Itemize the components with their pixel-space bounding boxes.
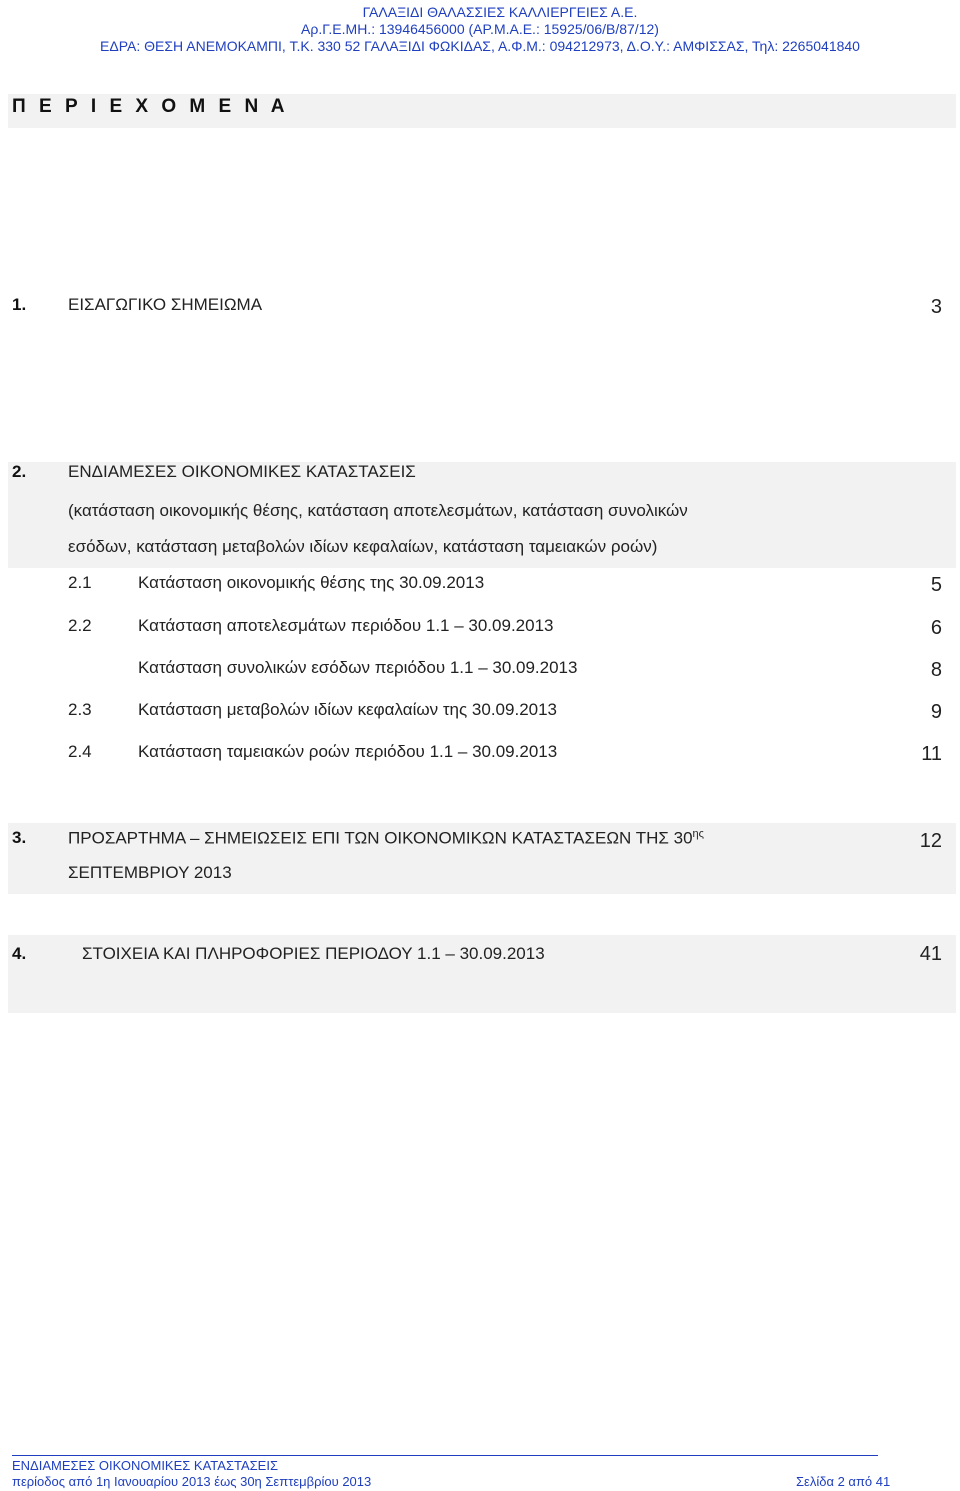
section-1-page: 3 xyxy=(930,296,942,318)
company-name: ΓΑΛΑΞΙΔΙ ΘΑΛΑΣΣΙΕΣ ΚΑΛΛΙΕΡΓΕΙΕΣ Α.Ε. xyxy=(362,4,638,20)
comprehensive-income-label: Κατάσταση συνολικών εσόδων περιόδου 1.1 – 30.09.2013 xyxy=(138,658,578,677)
registration-info: Αρ.Γ.Ε.ΜΗ.: 13946456000 (ΑΡ.Μ.Α.Ε.: 15925/06/Β/87/12) xyxy=(301,21,659,37)
section-4-number: 4. xyxy=(12,944,27,963)
item-2-4-page: 11 xyxy=(921,743,942,765)
section-1-label: ΕΙΣΑΓΩΓΙΚΟ ΣΗΜΕΙΩΜΑ xyxy=(68,295,263,314)
footer-period: περίοδος από 1η Ιανουαρίου 2013 έως 30η Σεπτεμβρίου 2013 xyxy=(12,1474,372,1489)
section-3-number: 3. xyxy=(12,828,27,847)
section-3-label-line-2: ΣΕΠΤΕΜΒΡΙΟΥ 2013 xyxy=(68,863,232,882)
section-2-description-line-1: (κατάσταση οικονομικής θέσης, κατάσταση αποτελεσμάτων, κατάσταση συνολικών xyxy=(68,501,688,520)
item-2-3-page: 9 xyxy=(930,701,942,723)
footer-title: ΕΝΔΙΑΜΕΣΕΣ ΟΙΚΟΝΟΜΙΚΕΣ ΚΑΤΑΣΤΑΣΕΙΣ xyxy=(12,1458,278,1473)
address-info: ΕΔΡΑ: ΘΕΣΗ ΑΝΕΜΟΚΑΜΠΙ, Τ.Κ. 330 52 ΓΑΛΑΞΙΔΙ ΦΩΚΙΔΑΣ, Α.Φ.Μ.: 094212973, Δ.Ο.Υ.: ΑΜΦΙΣΣΑΣ, Τηλ: 2265041840 xyxy=(100,38,860,54)
item-2-1-page: 5 xyxy=(930,574,942,596)
item-2-3-number: 2.3 xyxy=(68,700,92,719)
section-3-label-superscript: ης xyxy=(692,828,704,840)
section-3-page: 12 xyxy=(919,830,942,852)
item-2-3-label: Κατάσταση μεταβολών ιδίων κεφαλαίων της 30.09.2013 xyxy=(138,700,558,719)
item-2-4-label: Κατάσταση ταμειακών ροών περιόδου 1.1 – 30.09.2013 xyxy=(138,742,558,761)
section-1-number: 1. xyxy=(12,295,27,314)
comprehensive-income-page: 8 xyxy=(930,659,942,681)
section-4-label: ΣΤΟΙΧΕΙΑ ΚΑΙ ΠΛΗΡΟΦΟΡΙΕΣ ΠΕΡΙΟΔΟΥ 1.1 – 30.09.2013 xyxy=(82,944,545,963)
section-3-label-line-1 xyxy=(68,828,704,849)
item-2-4-number: 2.4 xyxy=(68,742,92,761)
section-4-page: 41 xyxy=(919,943,942,965)
section-3-label-text: ΠΡΟΣΑΡΤΗΜΑ – ΣΗΜΕΙΩΣΕΙΣ ΕΠΙ ΤΩΝ ΟΙΚΟΝΟΜΙΚΩΝ ΚΑΤΑΣΤΑΣΕΩΝ ΤΗΣ 30 xyxy=(68,828,693,848)
company-header xyxy=(0,4,960,55)
item-2-1-number: 2.1 xyxy=(68,573,92,592)
section-2-label: ΕΝΔΙΑΜΕΣΕΣ ΟΙΚΟΝΟΜΙΚΕΣ ΚΑΤΑΣΤΑΣΕΙΣ xyxy=(68,462,416,481)
footer-page-info: Σελίδα 2 από 41 xyxy=(796,1474,891,1489)
item-2-2-page: 6 xyxy=(930,617,942,639)
footer-divider xyxy=(12,1455,878,1456)
section-2-description-line-2: εσόδων, κατάσταση μεταβολών ιδίων κεφαλαίων, κατάσταση ταμειακών ροών) xyxy=(68,537,658,556)
toc-title: Π Ε Ρ Ι Ε Χ Ο Μ Ε Ν Α xyxy=(12,96,289,117)
item-2-2-number: 2.2 xyxy=(68,616,92,635)
item-2-1-label: Κατάσταση οικονομικής θέσης της 30.09.2013 xyxy=(138,573,485,592)
section-2-number: 2. xyxy=(12,462,27,481)
item-2-2-label: Κατάσταση αποτελεσμάτων περιόδου 1.1 – 30.09.2013 xyxy=(138,616,554,635)
